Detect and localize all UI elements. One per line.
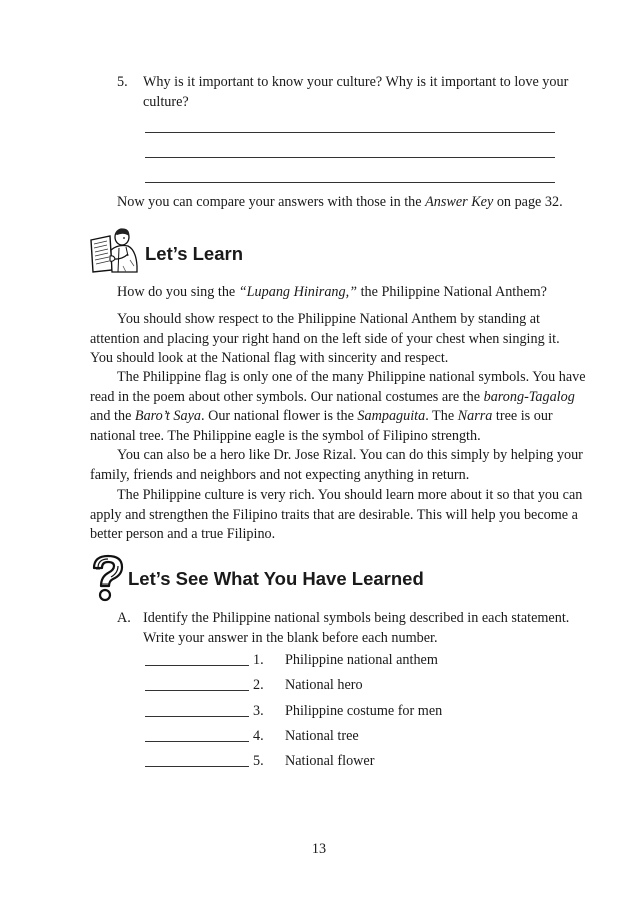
item-text: National hero — [285, 677, 363, 693]
paragraph-line — [90, 407, 570, 427]
italic-term: Narra — [457, 408, 493, 424]
paragraph-symbols — [90, 368, 586, 446]
exercise-item — [145, 752, 375, 772]
item-number: 1. — [253, 652, 264, 668]
intro-text: the Philippine National Anthem? — [357, 284, 547, 300]
answer-blank[interactable] — [145, 752, 249, 767]
item-number: 3. — [253, 703, 264, 719]
paragraph-line: You should show respect to the Philippine National Anthem by standing at — [117, 311, 540, 327]
text-span: tree is our — [492, 408, 553, 424]
item-number: 2. — [253, 677, 264, 693]
paragraph-line: national tree. The Philippine eagle is the symbol of Filipino strength. — [90, 427, 481, 444]
question-line: culture? — [143, 93, 189, 110]
note-text: on page 32. — [493, 194, 563, 210]
exercise-instructions — [143, 609, 569, 648]
text-span: and the — [90, 408, 135, 424]
intro-text: How do you sing the — [117, 284, 239, 300]
exercise-item — [145, 702, 443, 722]
item-text: National flower — [285, 753, 375, 769]
paragraph-line: The Philippine flag is only one of the many Philippine national symbols. You have — [117, 369, 586, 385]
exercise-label: A. — [117, 610, 131, 626]
answer-key-reference: Answer Key — [425, 194, 494, 210]
item-number: 4. — [253, 728, 264, 744]
boy-reading-book-icon — [88, 226, 140, 274]
paragraph-line: The Philippine culture is very rich. You should learn more about it so that you can — [117, 487, 583, 503]
paragraph-line: attention and placing your right hand on the left side of your chest when singing it. — [90, 330, 560, 347]
item-text: National tree — [285, 728, 359, 744]
anthem-title: “Lupang Hinirang,” — [238, 284, 358, 300]
paragraph-line: You should look at the National flag with sincerity and respect. — [90, 350, 449, 366]
answer-line[interactable] — [145, 132, 555, 133]
section-title-lets-learn: Let’s Learn — [145, 243, 244, 264]
paragraph-line: better person and a true Filipino. — [90, 526, 276, 542]
exercise-item — [145, 651, 438, 671]
instruction-line: Write your answer in the blank before each number. — [143, 629, 438, 646]
answer-line[interactable] — [145, 157, 555, 158]
paragraph-line: apply and strengthen the Filipino traits that are desirable. This will help you become a — [90, 506, 578, 523]
paragraph-respect — [90, 310, 570, 369]
italic-term: Baro’t Saya — [134, 408, 201, 424]
text-span: read in the poem about other symbols. Our national costumes are the — [90, 388, 484, 405]
answer-blank[interactable] — [145, 676, 249, 691]
text-span: . The — [425, 408, 458, 424]
answer-blank[interactable] — [145, 727, 249, 742]
question-mark-icon — [88, 553, 128, 603]
text-span: . Our national flower is the — [201, 408, 358, 424]
answer-blank[interactable] — [145, 651, 249, 666]
italic-term: Sampaguita — [357, 408, 426, 424]
note-text: Now you can compare your answers with those in the — [117, 194, 426, 210]
answer-blank[interactable] — [145, 702, 249, 717]
question-number: 5. — [117, 74, 128, 90]
item-text: Philippine national anthem — [285, 652, 438, 668]
paragraph-line: You can also be a hero like Dr. Jose Rizal. You can do this simply by helping your — [117, 447, 583, 463]
item-text: Philippine costume for men — [285, 703, 443, 719]
exercise-item — [145, 727, 359, 747]
paragraph-line: family, friends and neighbors and not expecting anything in return. — [90, 466, 470, 483]
paragraph-line — [90, 388, 575, 408]
italic-term: barong-Tagalog — [483, 388, 575, 405]
exercise-item — [145, 676, 363, 696]
paragraph-hero — [90, 446, 583, 485]
instruction-line: Identify the Philippine national symbols being described in each statement. — [143, 610, 570, 626]
section-title-lets-see: Let’s See What You Have Learned — [128, 568, 424, 589]
question-line: Why is it important to know your culture? Why is it important to love your — [143, 74, 569, 90]
question-text — [143, 73, 583, 112]
intro-question — [117, 283, 547, 303]
paragraph-culture — [90, 486, 583, 545]
page-number: 13 — [311, 841, 327, 857]
answer-key-note — [117, 193, 563, 213]
item-number: 5. — [253, 753, 264, 769]
answer-line[interactable] — [145, 182, 555, 183]
